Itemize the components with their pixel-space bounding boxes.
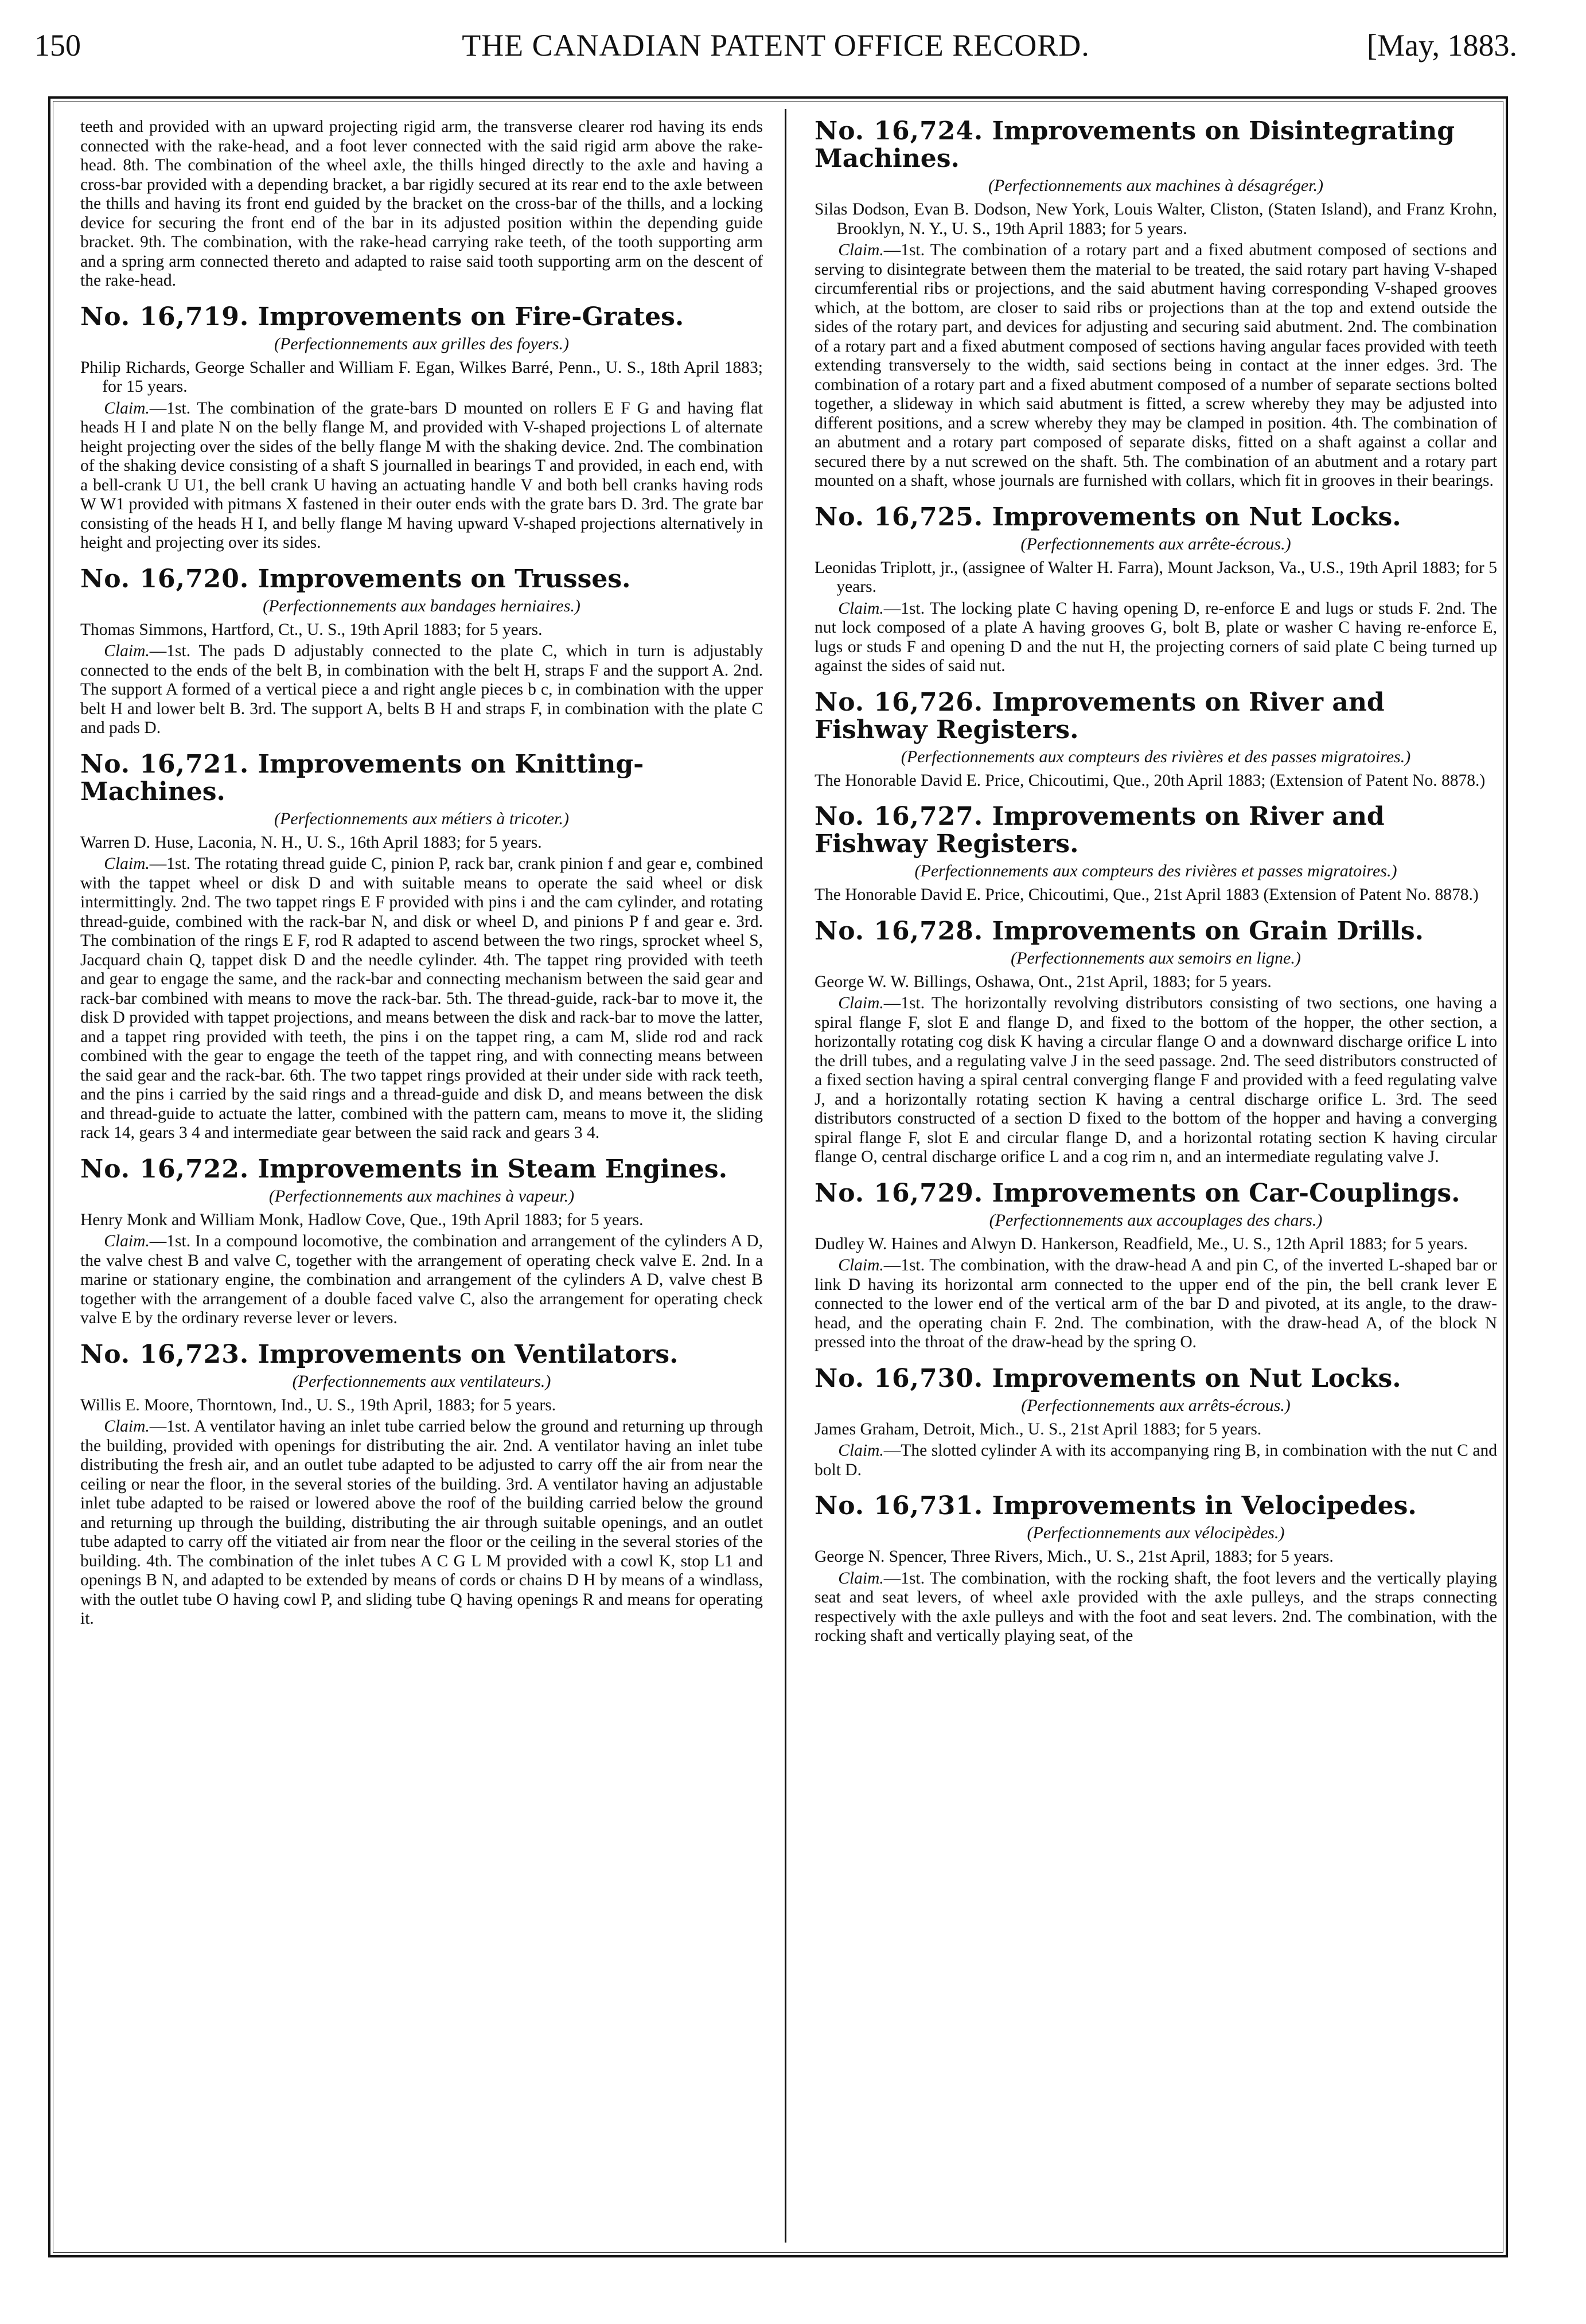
entry-heading	[80, 1156, 763, 1183]
patent-title: Improvements on Ventilators.	[258, 1339, 679, 1369]
patent-author: James Graham, Detroit, Mich., U. S., 21st April 1883; for 5 years.	[815, 1420, 1262, 1438]
patent-french-title: (Perfectionnements aux semoirs en ligne.)	[1011, 948, 1301, 968]
column-divider	[785, 109, 786, 2243]
patent-number: No. 16,724.	[815, 118, 984, 146]
patent-claim	[815, 1256, 1497, 1352]
patent-entry	[80, 751, 763, 1143]
patent-number: No. 16,725.	[815, 502, 984, 532]
patent-entry	[80, 566, 763, 738]
claim-label: Claim.	[104, 1232, 150, 1250]
patent-number: No. 16,728.	[815, 916, 984, 946]
claim-label: Claim.	[838, 1441, 884, 1460]
claim-label: Claim.	[104, 855, 150, 873]
patent-author: Warren D. Huse, Laconia, N. H., U. S., 16th April 1883; for 5 years.	[80, 833, 542, 852]
claim-label: Claim.	[838, 599, 884, 618]
entry-heading	[815, 504, 1497, 531]
patent-title: Improvements on Car-Couplings.	[992, 1178, 1460, 1208]
patent-french-title: (Perfectionnements aux vélocipèdes.)	[1027, 1523, 1285, 1542]
patent-author: Philip Richards, George Schaller and William F. Egan, Wilkes Barré, Penn., U. S., 18th April 1883; for 15 years.	[80, 358, 763, 396]
patent-claim	[815, 599, 1497, 676]
claim-text: —1st. The horizontally revolving distributors consisting of two sections, one having a spiral flange F, slot E and flange D, and fixed to the bottom of the hopper, the other section, a horizontally rotating cog disk K having a circular flange O and a downward discharge orifice L into the drill tubes, and a regulating valve J in the seed passage. 2nd. The seed distributors constructed of a fixed section having a spiral central converging flange F and provided with a feed regulating valve J, and a horizontally rotating section K having a central discharge orifice L. 3rd. The seed distributors constructed of a section D fixed to the bottom of the hopper and having a converging spiral flange F, slot E and circular flange D, and a horizontal rotating section K having circular flange O, central discharge orifice L and a cog rim n, and an intermediate regulating valve J.	[815, 994, 1497, 1166]
patent-entry	[815, 689, 1497, 791]
patent-title: Improvements on River and Fishway Registers.	[815, 802, 1385, 859]
entry-heading	[80, 1341, 763, 1368]
issue-date: [May, 1883.	[1367, 28, 1517, 63]
patent-claim	[80, 1232, 763, 1328]
patent-french-title: (Perfectionnements aux ventilateurs.)	[292, 1371, 551, 1391]
patent-claim	[815, 241, 1497, 491]
claim-text: —1st. The combination, with the rocking shaft, the foot levers and the vertically playing seat and seat levers, of wheel axle provided with the axle pulleys, and the straps connecting respectively with the axle pulleys and with the foot and seat levers. 2nd. The combination, with the rocking shaft and vertically playing seat, of the	[815, 1569, 1497, 1645]
claim-label: Claim.	[104, 1417, 150, 1436]
patent-number: No. 16,722.	[80, 1154, 250, 1184]
entry-heading	[815, 918, 1497, 945]
patent-title: Improvements on Trusses.	[258, 564, 631, 594]
claim-label: Claim.	[104, 399, 150, 418]
patent-author: George W. W. Billings, Oshawa, Ont., 21st April, 1883; for 5 years.	[815, 972, 1272, 991]
patent-number: No. 16,727.	[815, 802, 984, 831]
right-column	[815, 118, 1497, 2234]
page-title: THE CANADIAN PATENT OFFICE RECORD.	[462, 28, 1090, 63]
patent-claim	[80, 642, 763, 738]
claim-text: —1st. The pads D adjustably connected to the plate C, which in turn is adjustably connected to the ends of the belt B, in combination with the belt H, straps F and the support A. 2nd. The support A formed of a vertical piece a and right angle pieces b c, in combination with the upper belt H and lower belt B. 3rd. The support A, belts B H and straps F, in combination with the plate C and pads D.	[80, 642, 763, 737]
patent-entry	[80, 303, 763, 553]
patent-french-title: (Perfectionnements aux accouplages des chars.)	[989, 1210, 1323, 1230]
entry-heading	[815, 1492, 1497, 1520]
entry-heading	[80, 303, 763, 331]
patent-claim	[80, 1417, 763, 1629]
claim-label: Claim.	[838, 241, 884, 259]
patent-title: Improvements on Nut Locks.	[992, 1363, 1401, 1393]
patent-author: The Honorable David E. Price, Chicoutimi, Que., 21st April 1883 (Extension of Patent No. 8878.)	[815, 886, 1479, 904]
claim-text: —1st. The locking plate C having opening D, re-enforce E and lugs or studs F. 2nd. The nut lock composed of a plate A having grooves G, bolt B, plate or washer C having re-enforce E, lugs or studs F and opening D and the nut H, the projecting corners of said plate C being turned up against the sides of said nut.	[815, 599, 1497, 675]
patent-author: Henry Monk and William Monk, Hadlow Cove, Que., 19th April 1883; for 5 years.	[80, 1210, 644, 1229]
patent-entry	[80, 1156, 763, 1328]
entry-heading	[815, 1180, 1497, 1207]
patent-french-title: (Perfectionnements aux arrêts-écrous.)	[1021, 1395, 1291, 1415]
patent-claim	[80, 855, 763, 1143]
entry-heading	[815, 1365, 1497, 1393]
patent-claim	[815, 994, 1497, 1167]
patent-french-title: (Perfectionnements aux grilles des foyers.)	[274, 334, 570, 353]
patent-entry	[815, 918, 1497, 1167]
entry-heading	[815, 803, 1497, 858]
patent-french-title: (Perfectionnements aux bandages herniaires.)	[263, 596, 580, 615]
left-column	[80, 118, 763, 2234]
entry-heading	[80, 751, 763, 806]
patent-claim	[815, 1441, 1497, 1480]
claim-text: —1st. The rotating thread guide C, pinion P, rack bar, crank pinion f and gear e, combined with the tappet wheel or disk D and with suitable means to operate the said wheel or disk intermittingly. 2nd. The two tappet rings E F provided with pins i and the cam cylinder, and rotating thread-guide, combined with the rack-bar N, and disk or wheel D, and pinions P f and gear e. 3rd. The combination of the rings E F, rod R adapted to ascend between the two rings, sprocket wheel S, Jacquard chain Q, tappet disk D and the needle cylinder. 4th. The tappet ring provided with teeth and gear to engage the same, and the rack-bar and connecting mechanism between the said gear and rack-bar combined with means to move the rack-bar. 5th. The thread-guide, rack-bar to move it, the disk D provided with tappet projections, and means between the disk and rack-bar to move the latter, and a tappet ring provided with teeth, the pins i on the tappet ring, a cam M, slide rod and rack combined with the gear to engage the teeth of the tappet ring, and with connecting means between the said gear and the rack-bar. 6th. The two tappet rings provided at their under side with rack teeth, and the pins i carried by the said rings and a thread-guide and disk D, and means between the disk and thread-guide to actuate the latter, combined with the pattern cam, means to move it, the sliding rack 14, gears 3 4 and intermediate gear between the said rack and gears 3 4.	[80, 855, 763, 1142]
patent-title: Improvements on Grain Drills.	[992, 916, 1424, 946]
patent-title: Improvements on Disintegrating Machines.	[815, 118, 1455, 173]
patent-claim	[80, 399, 763, 553]
patent-french-title: (Perfectionnements aux métiers à tricoter.)	[274, 809, 570, 828]
claim-text: —1st. The combination of a rotary part and a fixed abutment composed of sections and serving to disintegrate between them the material to be treated, the said rotary part having V-shaped circumferential ribs or projections, and the said abutment having corresponding V-shaped grooves which, at the bottom, are closer to said ribs or projections than at the top and extend outside the sides of the rotary part, and devices for adjusting and securing said abutment. 2nd. The combination of a rotary part and a fixed abutment composed of sections having angular faces provided with teeth extending transversely to the width, said sections being in contact at the inner edges. 3rd. The combination of a rotary part and a fixed abutment composed of a number of separate sections bolted together, a slideway in which said abutment is fitted, a screw whereby they may be adjusted into different positions, and a screw whereby they may be clamped in position. 4th. The combination of an abutment and a rotary part composed of separate disks, fitted on a shaft against a collar and secured there by a nut screwed on the shaft. 5th. The combination of an abutment and a rotary part mounted on a shaft, whose journals are furnished with collars, which fit in grooves in their bearings.	[815, 241, 1497, 490]
patent-number: No. 16,723.	[80, 1339, 250, 1369]
page-number: 150	[34, 28, 81, 63]
claim-text: —The slotted cylinder A with its accompanying ring B, in combination with the nut C and bolt D.	[815, 1441, 1497, 1479]
continuation-text: teeth and provided with an upward projecting rigid arm, the transverse clearer rod having its ends connected with the rake-head, and a foot lever connected with the said rigid arm above the rake-head. 8th. The combination of the wheel axle, the thills hinged directly to the axle and having a cross-bar provided with a depending bracket, a bar rigidly secured at its rear end to the axle between the thills and having its front end guided by the bracket on the cross-bar of the thills, and a locking device for securing the front end of the bar in its adjusted position within the depending guide bracket. 9th. The combination, with the rake-head carrying rake teeth, of the tooth supporting arm and a spring arm connected thereto and adapted to raise said tooth supporting arm on the descent of the rake-head.	[80, 118, 763, 290]
claim-label: Claim.	[838, 1569, 884, 1588]
patent-number: No. 16,729.	[815, 1178, 984, 1208]
patent-entry	[815, 803, 1497, 905]
patent-number: No. 16,730.	[815, 1363, 984, 1393]
patent-author: Thomas Simmons, Hartford, Ct., U. S., 19th April 1883; for 5 years.	[80, 620, 543, 639]
claim-label: Claim.	[838, 1256, 884, 1274]
patent-title: Improvements in Steam Engines.	[258, 1154, 728, 1184]
patent-author: Leonidas Triplott, jr., (assignee of Walter H. Farra), Mount Jackson, Va., U.S., 19th April 1883; for 5 years.	[815, 558, 1497, 596]
patent-entry	[815, 1492, 1497, 1646]
patent-author: George N. Spencer, Three Rivers, Mich., U. S., 21st April, 1883; for 5 years.	[815, 1547, 1334, 1566]
patent-author: Silas Dodson, Evan B. Dodson, New York, Louis Walter, Cliston, (Staten Island), and Franz Krohn, Brooklyn, N. Y., U. S., 19th April 1883; for 5 years.	[815, 200, 1497, 238]
patent-title: Improvements on Fire-Grates.	[258, 302, 684, 332]
patent-title: Improvements on Knitting-Machines.	[80, 749, 644, 806]
patent-french-title: (Perfectionnements aux machines à désagréger.)	[988, 176, 1323, 195]
patent-number: No. 16,720.	[80, 564, 250, 594]
patent-french-title: (Perfectionnements aux machines à vapeur.)	[268, 1186, 575, 1206]
patent-french-title: (Perfectionnements aux arrête-écrous.)	[1020, 534, 1291, 553]
patent-author: Dudley W. Haines and Alwyn D. Hankerson, Readfield, Me., U. S., 12th April 1883; for 5 years.	[815, 1234, 1468, 1253]
patent-french-title: (Perfectionnements aux compteurs des rivières et passes migratoires.)	[914, 861, 1397, 880]
patent-author: Willis E. Moore, Thorntown, Ind., U. S., 19th April, 1883; for 5 years.	[80, 1395, 556, 1414]
claim-text: —1st. The combination, with the draw-head A and pin C, of the inverted L-shaped bar or link D having its horizontal arm connected to the upper end of the pin, the bell crank lever E connected to the lower end of the vertical arm of the bar D and pivoted, at its angle, to the draw-head, and the operating chain F. 2nd. The combination, with the draw-head A, of the block N pressed into the throat of the draw-head by the spring O.	[815, 1256, 1497, 1351]
claim-label: Claim.	[104, 642, 150, 660]
patent-french-title: (Perfectionnements aux compteurs des rivières et des passes migratoires.)	[901, 747, 1411, 766]
patent-number: No. 16,726.	[815, 687, 984, 717]
patent-entry	[815, 504, 1497, 676]
page-header	[34, 28, 1517, 68]
entry-heading	[815, 689, 1497, 744]
patent-title: Improvements on Nut Locks.	[992, 502, 1401, 532]
patent-number: No. 16,719.	[80, 302, 250, 332]
claim-label: Claim.	[838, 994, 884, 1012]
patent-entry	[815, 1180, 1497, 1352]
patent-author: The Honorable David E. Price, Chicoutimi, Que., 20th April 1883; (Extension of Patent No. 8878.)	[815, 771, 1486, 790]
patent-title: Improvements on River and Fishway Registers.	[815, 687, 1385, 744]
claim-text: —1st. The combination of the grate-bars D mounted on rollers E F G and having flat heads H I and plate N on the belly flange M, and provided with V-shaped projections L of alternate height projecting over the sides of the belly flange M with the shaking device. 2nd. The combination of the shaking device consisting of a shaft S journalled in bearings T and provided, in each end, with a bell-crank U U1, the bell crank U having an actuating handle V and both bell cranks having rods W W1 provided with pitmans X fastened in their outer ends with the grate bars D. 3rd. The grate bar consisting of the heads H I, and belly flange M having upward V-shaped projections alternatively in height and projecting over its sides.	[80, 399, 763, 552]
entry-heading	[815, 118, 1497, 173]
claim-text: —1st. A ventilator having an inlet tube carried below the ground and returning up through the building, provided with openings for distributing the air. 2nd. A ventilator having an inlet tube distributing the fresh air, and an outlet tube adapted to be adjusted to carry off the air from near the ceiling or near the floor, in the several stories of the building. 3rd. A ventilator having an adjustable inlet tube adapted to be raised or lowered above the roof of the building carried below the ground and returning up through the building, distributing the air through suitable openings, and an outlet tube adapted to carry off the vitiated air from near the floor or the ceiling in the several stories of the building. 4th. The combination of the inlet tubes A C G L M provided with a cowl K, stop L1 and openings B N, and adapted to be extended by means of cords or chains D H by means of a windlass, with the outlet tube O having cowl P, and sliding tube Q having openings R and means for operating it.	[80, 1417, 763, 1628]
patent-entry	[815, 118, 1497, 491]
entry-heading	[80, 566, 763, 593]
patent-title: Improvements in Velocipedes.	[992, 1491, 1417, 1520]
patent-claim	[815, 1569, 1497, 1646]
patent-entry	[80, 1341, 763, 1629]
patent-number: No. 16,721.	[80, 749, 250, 779]
patent-number: No. 16,731.	[815, 1491, 984, 1520]
patent-entry	[815, 1365, 1497, 1480]
claim-text: —1st. In a compound locomotive, the combination and arrangement of the cylinders A D, the valve chest B and valve C, together with the arrangement of operating check valve E. 2nd. In a marine or stationary engine, the combination and arrangement of the cylinders A D, valve chest B together with the arrangement of a double faced valve C, also the arrangement for operating check valve E by the ordinary reverse lever or levers.	[80, 1232, 763, 1327]
